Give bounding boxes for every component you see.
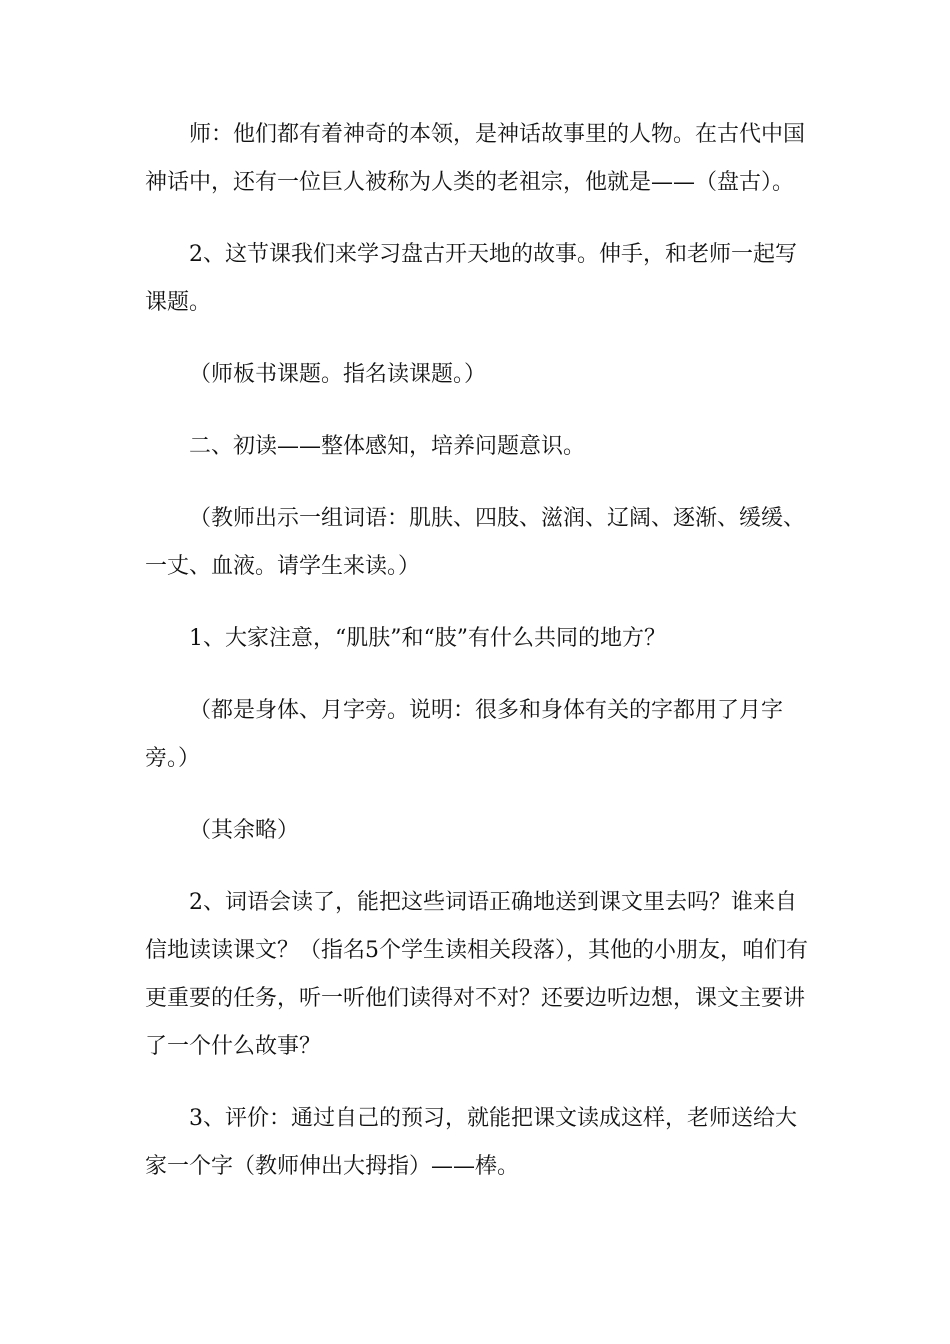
paragraph-6: 1、大家注意，“肌肤”和“肢”有什么共同的地方？ [189,626,666,651]
paragraph-8: （其余略） [189,818,300,843]
paragraph-7: （都是身体、月字旁。说明：很多和身体有关的字都用了月字旁。） [145,698,784,771]
document-body [145,111,815,1215]
paragraph-4: 二、初读——整体感知，培养问题意识。 [189,434,586,459]
paragraph-10: 3、评价：通过自己的预习，就能把课文读成这样，老师送给大家一个字（教师伸出大拇指）——棒。 [145,1106,797,1179]
paragraph-1: 师：他们都有着神奇的本领，是神话故事里的人物。在古代中国神话中，还有一位巨人被称为人类的老祖宗，他就是——（盘古）。 [145,122,806,195]
paragraph-2: 2、这节课我们来学习盘古开天地的故事。伸手，和老师一起写课题。 [145,242,797,315]
paragraph-9: 2、词语会读了，能把这些词语正确地送到课文里去吗？谁来自信地读读课文？（指名5个学生读相关段落），其他的小朋友，咱们有更重要的任务，听一听他们读得对不对？还要边听边想，课文主要讲了一个什么故事？ [145,890,808,1059]
paragraph-3: （师板书课题。指名读课题。） [189,362,487,387]
paragraph-5: （教师出示一组词语：肌肤、四肢、滋润、辽阔、逐渐、缓缓、一丈、血液。请学生来读。） [145,506,806,579]
